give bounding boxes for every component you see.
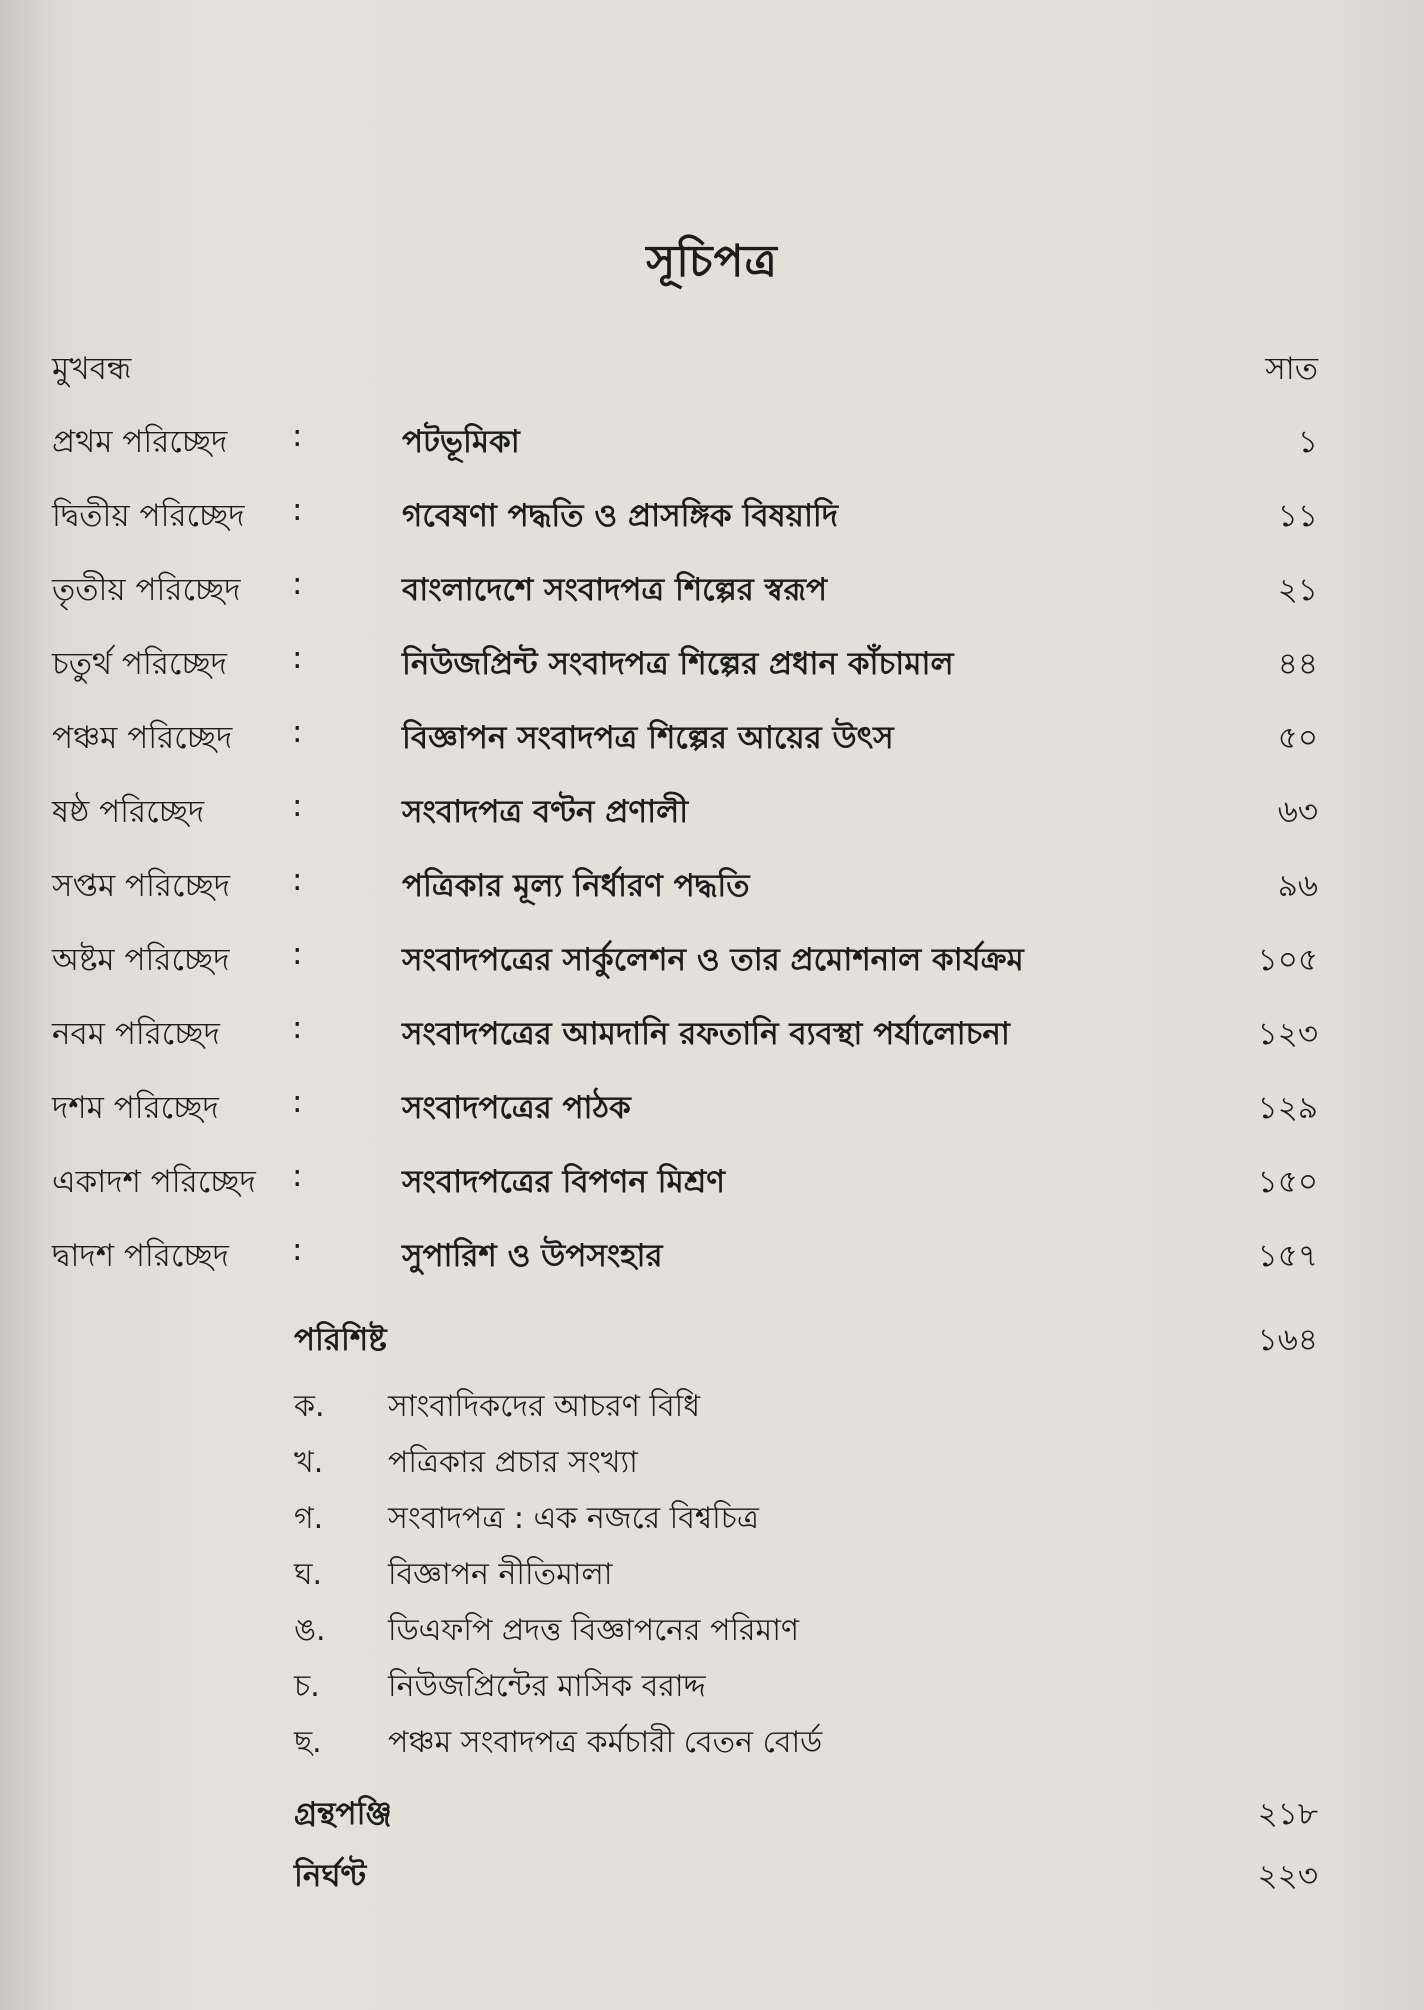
appendix-marker: গ. bbox=[294, 1501, 324, 1536]
index-label: নির্ঘণ্ট bbox=[294, 1858, 367, 1894]
appendix-text: বিজ্ঞাপন নীতিমালা bbox=[388, 1557, 613, 1592]
toc-row-5 bbox=[52, 714, 1318, 788]
bibliography-row bbox=[294, 1790, 1318, 1842]
chapter-page: ৬৩ bbox=[1277, 794, 1318, 830]
appendix-text: ডিএফপি প্রদত্ত বিজ্ঞাপনের পরিমাণ bbox=[388, 1613, 800, 1648]
bibliography-label: গ্রন্থপঞ্জি bbox=[294, 1796, 392, 1832]
chapter-label: ষষ্ঠ পরিচ্ছেদ bbox=[52, 794, 205, 830]
index-page: ২২৩ bbox=[1257, 1858, 1318, 1894]
preface-label: মুখবন্ধ bbox=[52, 351, 132, 387]
chapter-label: একাদশ পরিচ্ছেদ bbox=[52, 1164, 256, 1200]
chapter-title: পত্রিকার মূল্য নির্ধারণ পদ্ধতি bbox=[402, 868, 750, 904]
chapter-page: ২১ bbox=[1277, 572, 1318, 608]
separator: : bbox=[292, 418, 303, 454]
appendix-text: সংবাদপত্র : এক নজরে বিশ্বচিত্র bbox=[388, 1501, 759, 1536]
chapter-label: সপ্তম পরিচ্ছেদ bbox=[52, 868, 231, 904]
appendix-text: সাংবাদিকদের আচরণ বিধি bbox=[388, 1389, 701, 1424]
chapter-page: ৪৪ bbox=[1277, 646, 1318, 682]
chapter-label: পঞ্চম পরিচ্ছেদ bbox=[52, 720, 233, 756]
toc-row-2 bbox=[52, 492, 1318, 566]
chapter-label: নবম পরিচ্ছেদ bbox=[52, 1016, 220, 1052]
toc-row-8 bbox=[52, 936, 1318, 1010]
appendix-heading-row bbox=[294, 1316, 1318, 1368]
appendix-marker: ঙ. bbox=[294, 1613, 326, 1648]
chapter-page: ১০৫ bbox=[1257, 942, 1318, 978]
separator: : bbox=[292, 788, 303, 824]
chapter-label: তৃতীয় পরিচ্ছেদ bbox=[52, 572, 241, 608]
appendix-marker: চ. bbox=[294, 1669, 320, 1704]
separator: : bbox=[292, 1010, 303, 1046]
chapter-page: ১ bbox=[1297, 424, 1318, 460]
toc-row-6 bbox=[52, 788, 1318, 862]
chapter-label: প্রথম পরিচ্ছেদ bbox=[52, 424, 228, 460]
chapter-title: সংবাদপত্রের আমদানি রফতানি ব্যবস্থা পর্যালোচনা bbox=[402, 1016, 1010, 1052]
chapter-page: ১২৩ bbox=[1257, 1016, 1318, 1052]
separator: : bbox=[292, 714, 303, 750]
chapter-title: সংবাদপত্রের বিপণন মিশ্রণ bbox=[402, 1164, 726, 1200]
chapter-title: সুপারিশ ও উপসংহার bbox=[402, 1238, 663, 1274]
chapter-label: চতুর্থ পরিচ্ছেদ bbox=[52, 646, 227, 682]
separator: : bbox=[292, 936, 303, 972]
appendix-marker: খ. bbox=[294, 1445, 324, 1480]
toc-row-4 bbox=[52, 640, 1318, 714]
appendix-marker: ঘ. bbox=[294, 1557, 323, 1592]
chapter-title: বাংলাদেশে সংবাদপত্র শিল্পের স্বরূপ bbox=[402, 572, 828, 608]
separator: : bbox=[292, 1084, 303, 1120]
appendix-marker: ছ. bbox=[294, 1725, 322, 1760]
toc-row-3 bbox=[52, 566, 1318, 640]
appendix-page: ১৬৪ bbox=[1257, 1322, 1318, 1358]
separator: : bbox=[292, 492, 303, 528]
separator: : bbox=[292, 640, 303, 676]
preface-page: সাত bbox=[1265, 351, 1318, 387]
toc-preface-row bbox=[52, 345, 1318, 389]
chapter-title: সংবাদপত্রের পাঠক bbox=[402, 1090, 631, 1126]
appendix-marker: ক. bbox=[294, 1389, 325, 1424]
chapter-page: ৯৬ bbox=[1277, 868, 1318, 904]
chapter-page: ৫০ bbox=[1277, 720, 1318, 756]
toc-row-7 bbox=[52, 862, 1318, 936]
chapter-title: পটভূমিকা bbox=[402, 424, 520, 460]
chapter-label: দশম পরিচ্ছেদ bbox=[52, 1090, 219, 1126]
chapter-page: ১৫০ bbox=[1257, 1164, 1318, 1200]
separator: : bbox=[292, 1158, 303, 1194]
chapter-label: দ্বিতীয় পরিচ্ছেদ bbox=[52, 498, 245, 534]
separator: : bbox=[292, 862, 303, 898]
appendix-text: পঞ্চম সংবাদপত্র কর্মচারী বেতন বোর্ড bbox=[388, 1725, 823, 1760]
toc-row-10 bbox=[52, 1084, 1318, 1158]
appendix-text: পত্রিকার প্রচার সংখ্যা bbox=[388, 1445, 638, 1480]
toc-row-9 bbox=[52, 1010, 1318, 1084]
appendix-label: পরিশিষ্ট bbox=[294, 1322, 387, 1358]
chapter-label: অষ্টম পরিচ্ছেদ bbox=[52, 942, 230, 978]
chapter-title: সংবাদপত্রের সার্কুলেশন ও তার প্রমোশনাল কার্যক্রম bbox=[402, 942, 1024, 978]
chapter-title: গবেষণা পদ্ধতি ও প্রাসঙ্গিক বিষয়াদি bbox=[402, 498, 839, 534]
chapter-page: ১১ bbox=[1277, 498, 1318, 534]
toc-row-1 bbox=[52, 418, 1318, 492]
chapter-title: সংবাদপত্র বণ্টন প্রণালী bbox=[402, 794, 689, 830]
chapter-label: দ্বাদশ পরিচ্ছেদ bbox=[52, 1238, 229, 1274]
bibliography-page: ২১৮ bbox=[1257, 1796, 1318, 1832]
separator: : bbox=[292, 566, 303, 602]
separator: : bbox=[292, 1232, 303, 1268]
chapter-title: বিজ্ঞাপন সংবাদপত্র শিল্পের আয়ের উৎস bbox=[402, 720, 894, 756]
toc-row-11 bbox=[52, 1158, 1318, 1232]
chapter-page: ১২৯ bbox=[1257, 1090, 1318, 1126]
index-row bbox=[294, 1852, 1318, 1904]
page-title: সূচিপত্র bbox=[646, 236, 778, 287]
chapter-title: নিউজপ্রিন্ট সংবাদপত্র শিল্পের প্রধান কাঁচামাল bbox=[402, 646, 954, 682]
toc-row-12 bbox=[52, 1232, 1318, 1306]
chapter-page: ১৫৭ bbox=[1257, 1238, 1318, 1274]
appendix-text: নিউজপ্রিন্টের মাসিক বরাদ্দ bbox=[388, 1669, 706, 1704]
chapter-list bbox=[52, 418, 1318, 1306]
